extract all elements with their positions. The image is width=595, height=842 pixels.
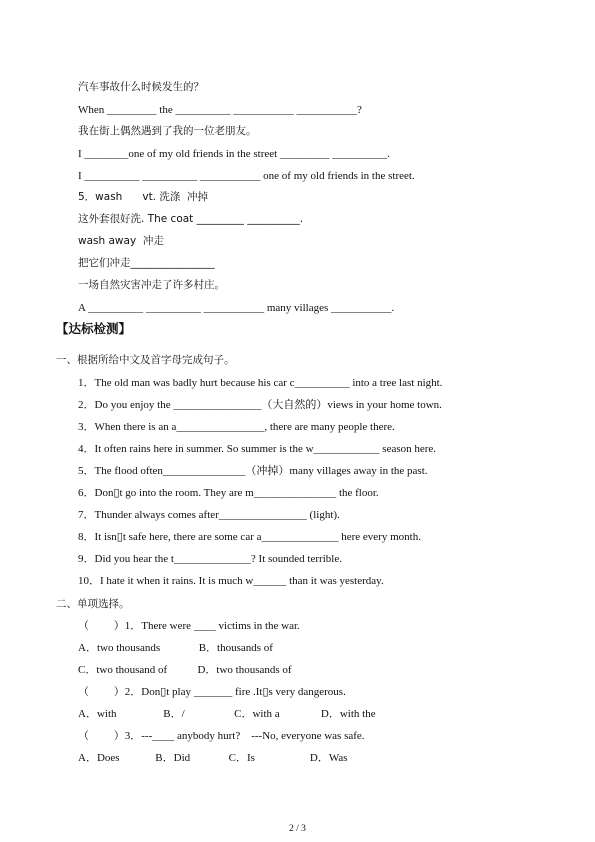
question-line: 4．It often rains here in summer. So summer is the w____________ season here.	[78, 443, 437, 455]
question-line: 9．Did you hear the t______________? It sounded terrible.	[78, 553, 342, 565]
text-line: 把它们冲走________________	[78, 257, 215, 269]
option-line: C．two thousand of D．two thousands of	[78, 664, 292, 676]
instruction-line: 一、根据所给中文及首字母完成句子。	[56, 354, 235, 366]
question-line: 6．Don▯t go into the room. They are m_______________ the floor.	[78, 487, 379, 499]
question-line: （ ）2．Don▯t play _______ fire .It▯s very dangerous.	[78, 686, 346, 698]
text-line: 汽车事故什么时候发生的？	[78, 81, 204, 93]
question-line: 8．It isn▯t safe here, there are some car a______________ here every month.	[78, 531, 421, 543]
text-line: When _________ the __________ ___________ ___________?	[78, 104, 362, 116]
section-heading: 【达标检测】	[56, 321, 132, 336]
question-line: 1．The old man was badly hurt because his car c__________ into a tree last night.	[78, 377, 443, 389]
option-line: A．two thousands B．thousands of	[78, 642, 273, 654]
option-line: A．Does B．Did C．Is D．Was	[78, 752, 348, 764]
text-line: A __________ __________ ___________ many villages ___________.	[78, 302, 395, 314]
question-line: 3．When there is an a________________, there are many people there.	[78, 421, 395, 433]
instruction-line: 二、单项选择。	[56, 598, 130, 610]
question-line: 2．Do you enjoy the ________________（大自然的）views in your home town.	[78, 399, 442, 411]
text-line: wash away 冲走	[78, 235, 164, 247]
question-line: 5．The flood often_______________（冲掉）many villages away in the past.	[78, 465, 428, 477]
option-line: A．with B．/ C．with a D．with the	[78, 708, 376, 720]
text-line: 我在街上偶然遇到了我的一位老朋友。	[78, 125, 257, 137]
page-number: 2 / 3	[289, 824, 306, 834]
text-line: I __________ __________ ___________ one of my old friends in the street.	[78, 170, 415, 182]
question-line: （ ）1．There were ____ victims in the war.	[78, 620, 300, 632]
text-line: I ________one of my old friends in the street _________ __________.	[78, 148, 390, 160]
text-line: 这外套很好洗. The coat _________ __________.	[78, 213, 304, 225]
question-line: （ ）3．---____ anybody hurt? ---No, everyone was safe.	[78, 730, 365, 742]
text-line: 5．wash vt. 洗涤 冲掉	[78, 191, 209, 203]
question-line: 10．I hate it when it rains. It is much w______ than it was yesterday.	[78, 575, 384, 587]
question-line: 7．Thunder always comes after________________ (light).	[78, 509, 340, 521]
text-line: 一场自然灾害冲走了许多村庄。	[78, 279, 225, 291]
